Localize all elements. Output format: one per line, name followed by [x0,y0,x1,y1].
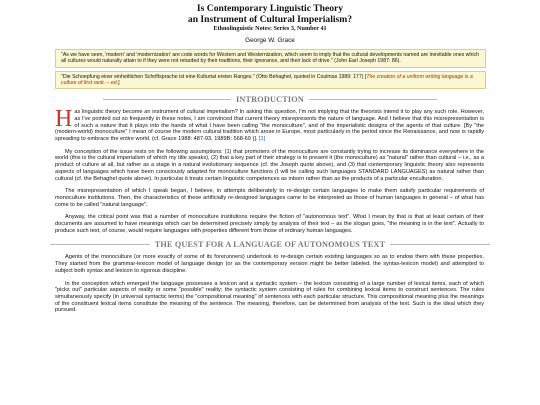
epigraph-quote-joseph [55,49,486,68]
page-title [0,3,540,25]
introduction-body [55,106,484,234]
section-heading-quest [0,240,540,249]
section-title-introduction: INTRODUCTION [236,95,304,105]
author-name: George W. Grace [245,37,295,44]
title-line-2: an Instrument of Cultural Imperialism? [187,14,353,25]
series-subtitle: Ethnolinguistic Notes: Series 3, Number 41 [213,25,327,32]
title-line-1: Is Contemporary Linguistic Theory [196,3,344,14]
drop-cap: H [55,106,73,133]
epigraph-quote-behaghel [55,71,486,90]
quest-body [55,254,484,314]
epigraph-quote-joseph-text: "As we have seen, 'modern' and 'modernization' are code words for Western and Westernization, which seem to imply that the cultural developments named are inevitable ones which all cultures would naturally attain to if they were not retarded by their traditions, their ignorance, and their lack of drive." (John Earl Joseph 1987: 86). [61,52,479,65]
heading-rule-right [309,99,437,100]
heading-rule-left [50,244,150,245]
footnote-link-1[interactable]: [1] [259,136,266,142]
paragraph-intro-2: My conception of the issue rests on the following assumptions: (1) that promoters of the monoculture are constantly trying to increase its dominance everywhere in the world (this is the cultural imperialism of which my title speaks), (2) that a key part of their strategy is to present it (the monoculture) as "natural" rather than cultural – i.e., as a product of culture at all, but rather as a stage in a natural evolutionary sequence (cf. the Joseph quote above), and (3) that contemporary linguistic theory also represents aspects of languages which have been consciously adapted for monoculture functions (I will be calling such languages STANDARD LANGUAGES) as natural rather than cultural (cf. the Behaghel quote above). In particular it treats certain linguistic competences as inborn rather than as the products of a particular enculturation. [55,148,484,182]
section-title-quest: THE QUEST FOR A LANGUAGE OF AUTONOMOUS TEXT [154,240,386,250]
paragraph-intro-1 [55,106,484,143]
paragraph-intro-3: The misrepresentation of which I speak began, I believe, in attempts deliberately to re-design certain languages to make them satisfy particular requirements of monoculture institutions. Then, the characteristics of these artificially re-designed languages came to be interpreted as those of human languages in general – of what has come to be called "natural language". [55,188,484,208]
paragraph-quest-2: In the conception which emerged the language possesses a lexicon and a syntactic system – the lexicon consisting of a large number of lexical items, each of which "picks out" particular aspects of reality or some "possible" reality; the syntactic system consisting of rules for combining lexical items to construct sentences. The rules simultaneously specify (in universal syntactic terms) the "compositional meaning" of sentences with each particular structure. This compositional meaning plus the meanings of the constituent lexical items constitute the meaning of the sentence. The meaning, therefore, can be determined from analysis of the text. Such is the ideal which they pursued. [55,280,484,314]
heading-rule-left [103,99,231,100]
paragraph-intro-1-text: as linguistic theory become an instrument of cultural imperialism? In asking this question, I'm not implying that the theorists intend it to play any such role. However, as I've pointed out so frequently in these notes, I am convinced that current theory misrepresents the nature of language. And I believe that this misrepresentation is of such a nature that it plays into the hands of what I have been calling "the monoculture", and of the imperialistic designs of the agents of that culture. [By "the (modern-world) monoculture" I mean of course the modern cultural tradition which arose in Europe, most particularly in the period since the Renaissance, and now is rapidly spreading to embrace the entire world. (cf. Grace 1988: 487-93, 1989B: 568-69 )]. [55,109,484,142]
epigraph-translation: The creation of a uniform writing language is a culture of first rank. – ed. [61,73,473,86]
epigraph-quote-behaghel-text: "Die Schoepfung einer einheitlichen Schriftsprache ist eine Kulturtat ersten Ranges." (Otto Behaghel, quoted in Coulmas 1989: 177) [ [61,73,367,80]
epigraph-bracket-close: ] [118,79,120,86]
paragraph-quest-1: Agents of the monoculture (or more exactly of some of its forerunners) undertook to re-design certain existing languages so as to endow them with these properties. They started from the grammar-lexicon model of language design (or as the contemporary version might be better labeled, the syntax-lexicon model) and attempted to subject both syntax and lexicon to rigorous discipline. [55,254,484,274]
section-heading-introduction [0,95,540,104]
heading-rule-right [390,244,490,245]
paragraph-intro-4: Anyway, the critical point was that a number of monoculture institutions require the fiction of "autonomous text". What I mean by that is that at least certain of their documents are assumed to have meanings which can be determined precisely simply by analysis of their text – as the slogan goes, "the meaning is in the text". Actually to produce such text, of course, would require languages with properties different from those of ordinary human languages. [55,214,484,234]
